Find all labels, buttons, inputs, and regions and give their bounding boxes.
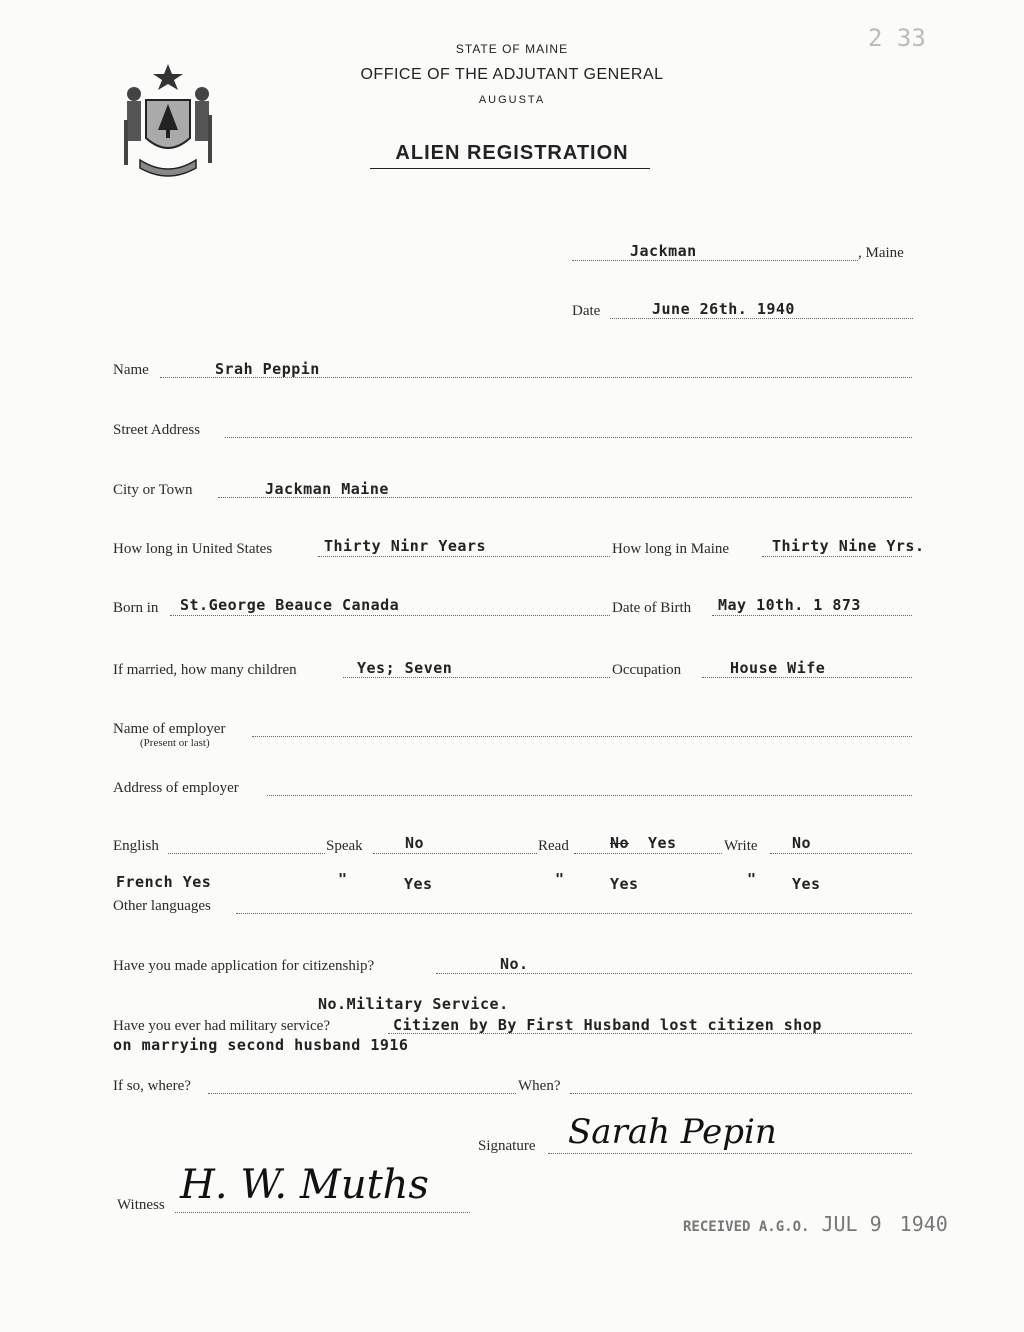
when-label: When? bbox=[518, 1078, 561, 1094]
born-line bbox=[170, 615, 610, 616]
date-line bbox=[610, 318, 913, 319]
occupation-label: Occupation bbox=[612, 662, 682, 678]
speak-label: Speak bbox=[326, 838, 363, 854]
citizenship-value: No. bbox=[500, 955, 529, 973]
employer-line bbox=[252, 736, 912, 737]
read-label: Read bbox=[538, 838, 569, 854]
page-number: 2 33 bbox=[868, 24, 926, 52]
military-line-1: Citizen by By First Husband lost citizen shop bbox=[393, 1016, 822, 1034]
place-suffix: , Maine bbox=[858, 245, 904, 261]
date-label: Date bbox=[572, 303, 601, 319]
place-line bbox=[572, 260, 858, 261]
employer-label: Name of employer bbox=[113, 721, 226, 737]
where-label: If so, where? bbox=[113, 1078, 191, 1094]
military-above: No.Military Service. bbox=[318, 995, 509, 1013]
french-ditto-1: " bbox=[338, 870, 348, 888]
english-read-struck: No bbox=[610, 834, 630, 852]
french-write: Yes bbox=[792, 875, 821, 893]
place-value: Jackman bbox=[630, 242, 697, 260]
write-label: Write bbox=[724, 838, 758, 854]
when-line bbox=[570, 1093, 912, 1094]
city-value: Jackman Maine bbox=[265, 480, 389, 498]
english-line-4 bbox=[770, 853, 912, 854]
children-value: Yes; Seven bbox=[357, 659, 453, 677]
signature-label: Signature bbox=[478, 1138, 536, 1154]
maine-duration-label: How long in Maine bbox=[612, 541, 730, 557]
occupation-line bbox=[702, 677, 912, 678]
signature-line bbox=[548, 1153, 912, 1154]
french-ditto-2: " bbox=[555, 870, 565, 888]
stamp-received: RECEIVED A.G.O. bbox=[683, 1219, 810, 1235]
header-city: AUGUSTA bbox=[478, 94, 546, 106]
english-speak-value: No bbox=[405, 834, 425, 852]
title-underline bbox=[370, 168, 650, 169]
dob-value: May 10th. 1 873 bbox=[718, 596, 861, 614]
employer-sublabel: (Present or last) bbox=[140, 737, 210, 749]
french-read: Yes bbox=[610, 875, 639, 893]
employer-address-label: Address of employer bbox=[113, 780, 239, 796]
us-duration-value: Thirty Ninr Years bbox=[324, 537, 487, 555]
received-stamp bbox=[683, 1212, 948, 1236]
english-read-value: Yes bbox=[648, 834, 677, 852]
born-label: Born in bbox=[113, 600, 159, 616]
military-line-2: on marrying second husband 1916 bbox=[113, 1036, 409, 1054]
dob-line bbox=[712, 615, 912, 616]
french-lang: French Yes bbox=[116, 873, 212, 891]
name-value: Srah Peppin bbox=[215, 360, 320, 378]
date-value: June 26th. 1940 bbox=[652, 300, 795, 318]
born-value: St.George Beauce Canada bbox=[180, 596, 400, 614]
french-ditto-3: " bbox=[747, 870, 757, 888]
military-label: Have you ever had military service? bbox=[113, 1018, 330, 1034]
witness-label: Witness bbox=[117, 1197, 165, 1213]
header-office: OFFICE OF THE ADJUTANT GENERAL bbox=[360, 66, 664, 83]
stamp-date: JUL 9 bbox=[821, 1212, 882, 1236]
where-line bbox=[208, 1093, 516, 1094]
witness-line bbox=[175, 1212, 470, 1213]
city-label: City or Town bbox=[113, 482, 193, 498]
english-line-2 bbox=[373, 853, 537, 854]
street-line bbox=[225, 437, 912, 438]
children-label: If married, how many children bbox=[113, 662, 297, 678]
us-duration-line bbox=[318, 556, 610, 557]
maine-duration-value: Thirty Nine Yrs. bbox=[772, 537, 925, 555]
header-state: STATE OF MAINE bbox=[455, 42, 569, 56]
citizenship-label: Have you made application for citizenship? bbox=[113, 958, 375, 974]
signature-value: Sarah Pepin bbox=[568, 1112, 777, 1152]
children-line bbox=[343, 677, 610, 678]
maine-duration-line bbox=[762, 556, 912, 557]
form-title: ALIEN REGISTRATION bbox=[395, 142, 629, 164]
employer-address-line bbox=[267, 795, 912, 796]
us-duration-label: How long in United States bbox=[113, 541, 273, 557]
english-label: English bbox=[113, 838, 159, 854]
stamp-year: 1940 bbox=[899, 1212, 948, 1236]
dob-label: Date of Birth bbox=[612, 600, 692, 616]
english-line-1 bbox=[168, 853, 325, 854]
english-line-3 bbox=[574, 853, 722, 854]
name-label: Name bbox=[113, 362, 149, 378]
english-write-value: No bbox=[792, 834, 812, 852]
street-label: Street Address bbox=[113, 422, 201, 438]
other-languages-line bbox=[236, 913, 912, 914]
other-languages-label: Other languages bbox=[113, 898, 211, 914]
occupation-value: House Wife bbox=[730, 659, 826, 677]
french-speak: Yes bbox=[404, 875, 433, 893]
witness-value: H. W. Muths bbox=[180, 1162, 429, 1208]
citizenship-line bbox=[436, 973, 912, 974]
